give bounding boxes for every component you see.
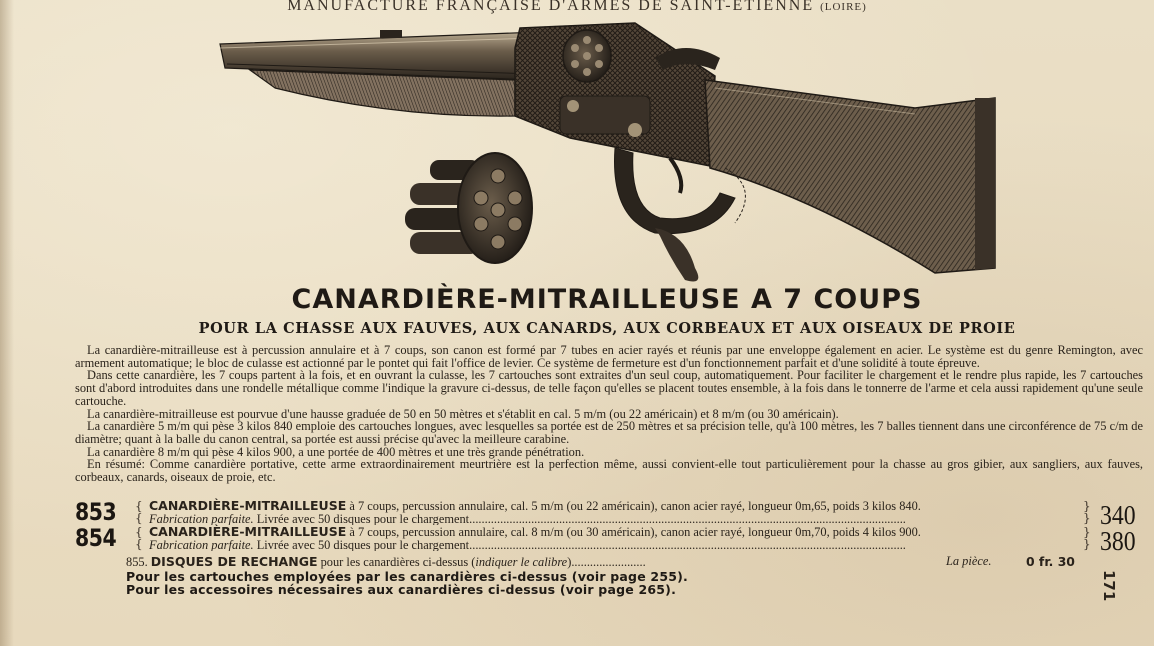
product-855	[126, 554, 1076, 570]
product-854	[75, 526, 1145, 554]
leader-dots: ........................	[571, 555, 646, 569]
product-name: CANARDIÈRE-MITRAILLEUSE	[149, 498, 347, 513]
product-description	[149, 526, 1084, 551]
page-number: 171	[1100, 570, 1118, 602]
product-price: 340	[1100, 500, 1136, 530]
product-number: 854	[75, 524, 117, 552]
product-close: )	[567, 555, 572, 569]
header-manufacturer: MANUFACTURE FRANÇAISE D'ARMES DE SAINT-ETIENNE	[287, 0, 815, 14]
product-name: DISQUES DE RECHANGE	[150, 554, 318, 569]
product-hint: indiquer le calibre	[475, 555, 568, 569]
product-quality: Fabrication parfaite.	[149, 512, 254, 525]
page-subtitle: POUR LA CHASSE AUX FAUVES, AUX CANARDS, AUX CORBEAUX ET AUX OISEAUX DE PROIE	[198, 320, 1016, 337]
left-brace: { {	[135, 525, 143, 551]
paragraph: La canardière-mitrailleuse est à percussion annulaire et à 7 coups, son canon est formé par 7 tubes en acier rayés et réunis par une enveloppe également en acier. Le système est du genre Remington, avec armement automatique; le bloc de culasse est actionné par le pontet qui fait l'office de levier. Ce système de fermeture est d'un fonctionnement parfait et d'une solidité à toute épreuve.	[75, 343, 1143, 370]
description-text	[75, 344, 1143, 484]
product-number: 855.	[126, 555, 148, 569]
page-title: CANARDIÈRE-MITRAILLEUSE A 7 COUPS	[291, 284, 923, 315]
product-price: 0 fr. 30	[1026, 554, 1075, 569]
gun-trigger-guard	[615, 148, 746, 282]
product-price: 380	[1100, 526, 1136, 556]
left-brace: { {	[135, 499, 143, 525]
loading-disc-with-cartridges	[405, 153, 532, 263]
header-location: (LOIRE)	[820, 1, 867, 13]
leader-dots: .............................................................................................................................................	[469, 512, 906, 525]
gun-stock	[705, 80, 995, 273]
right-brace: } }	[1083, 525, 1091, 551]
product-text: pour les canardières ci-dessus (	[317, 555, 476, 569]
note-accessories: Pour les accessoires nécessaires aux canardières ci-dessus (voir page 265).	[126, 582, 677, 597]
paragraph: La canardière-mitrailleuse est pourvue d'une hausse graduée de 50 en 50 mètres et s'établit en cal. 5 m/m (ou 22 américain) et 8 m/m (ou 30 américain).	[87, 406, 839, 421]
product-delivery: Livrée avec 50 disques pour le chargement	[253, 512, 470, 525]
product-name: CANARDIÈRE-MITRAILLEUSE	[149, 524, 347, 539]
paragraph: La canardière 5 m/m qui pèse 3 kilos 840 emploie des cartouches longues, avec lesquelles sa portée est de 250 mètres et sa précision telle, qu'à 100 mètres, les 7 balles tiennent dans une circonférence de 75 c/m de diamètre; quant à la balle du canon central, sa portée est aussi précise qu'avec la meilleure carabine.	[75, 419, 1143, 446]
product-description	[149, 500, 1084, 525]
paragraph: La canardière 8 m/m qui pèse 4 kilos 900, a une portée de 400 mètres et une très grande pénétration.	[87, 444, 585, 459]
page-header	[0, 0, 1154, 15]
unit-label: La pièce.	[946, 554, 992, 568]
canardiere-illustration	[215, 18, 1005, 286]
product-specs: à 7 coups, percussion annulaire, cal. 8 m/m (ou 30 américain), canon acier rayé, longueur 0m,70, poids 4 kilos 900.	[346, 525, 921, 539]
product-number: 853	[75, 498, 117, 526]
right-brace: } }	[1083, 499, 1091, 525]
paragraph: Dans cette canardière, les 7 coups partent à la fois, et en ouvrant la culasse, les 7 cartouches sont extraites d'un seul coup, automatiquement. Pour faciliter le chargement et le rendre plus rapide, les 7 cartouches sont d'abord introduites dans une rondelle métallique comme l'indique la gravure ci-dessus, de telle façon qu'elles se placent toutes ensemble, à la fois dans le tonnerre de l'arme et cela aussi rapidement qu'une seule cartouche.	[75, 368, 1143, 408]
product-delivery: Livrée avec 50 disques pour le chargement	[253, 538, 470, 551]
page-edge-shadow	[0, 0, 14, 646]
paragraph: En résumé: Comme canardière portative, cette arme extraordinairement meurtrière est la perfection même, aussi convient-elle tout particulièrement pour la chasse au gros gibier, aux sangliers, aux fauves, corbeaux, canards, oiseaux de proie, etc.	[75, 457, 1143, 485]
product-specs: à 7 coups, percussion annulaire, cal. 5 m/m (ou 22 américain), canon acier rayé, longueur 0m,65, poids 3 kilos 840.	[346, 499, 921, 513]
note-cartridges: Pour les cartouches employées par les canardières ci-dessus (voir page 255).	[126, 569, 688, 584]
gun-receiver	[515, 23, 720, 166]
product-quality: Fabrication parfaite.	[149, 538, 254, 551]
leader-dots: .............................................................................................................................................	[469, 538, 906, 551]
